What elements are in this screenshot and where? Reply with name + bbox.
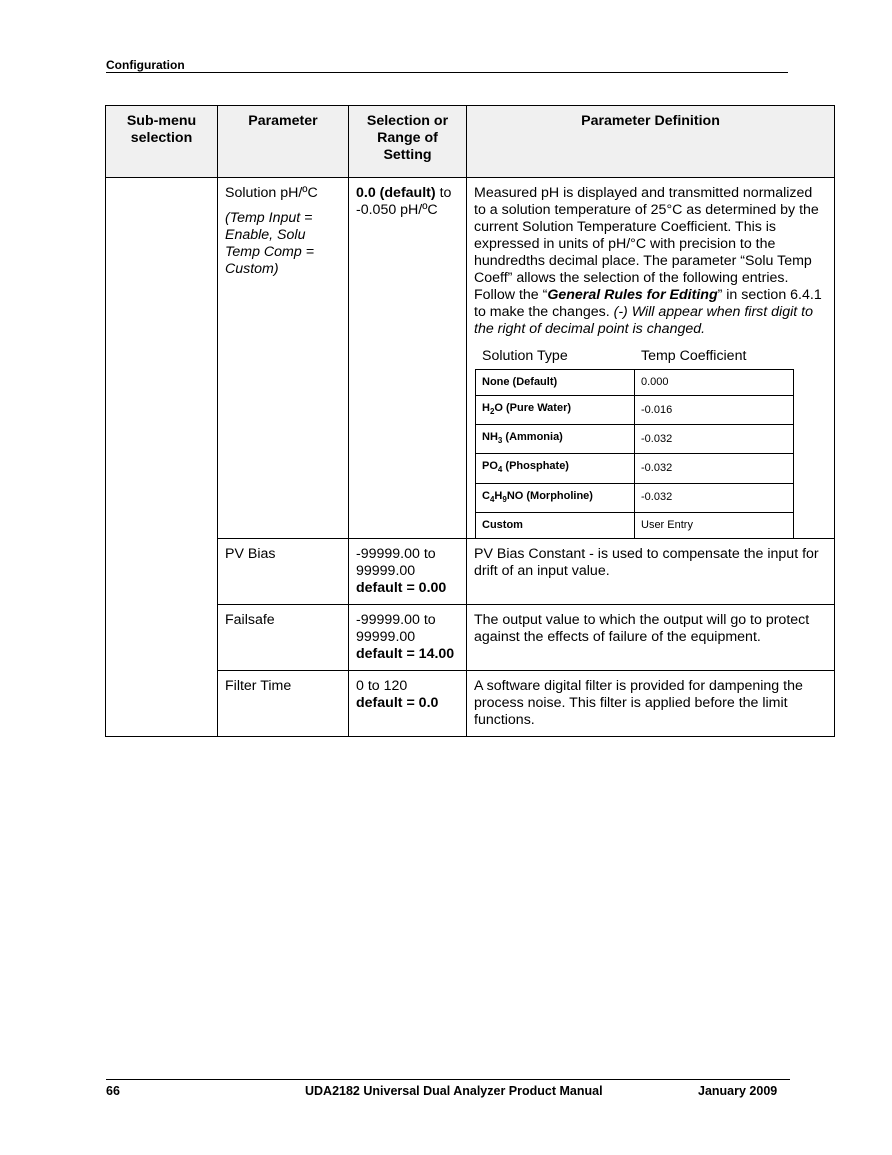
manual-title: UDA2182 Universal Dual Analyzer Product Manual [305, 1084, 603, 1098]
table-row [476, 425, 794, 454]
footer-rule [106, 1079, 790, 1080]
col-header-range: Selection or Range of Setting [349, 106, 467, 178]
definition-emphasis: General Rules for Editing [547, 287, 718, 303]
temp-coefficient: User Entry [635, 512, 794, 538]
range-default: 0.0 (default) [356, 185, 436, 201]
temp-coefficient: 0.000 [635, 370, 794, 396]
subtable-header [482, 348, 827, 365]
subtable-col-type: Solution Type [482, 348, 568, 364]
definition-note: (-) Will appear when first digit to the right of decimal point is changed. [474, 304, 813, 337]
col-header-parameter: Parameter [218, 106, 349, 178]
parameter-table [105, 105, 835, 737]
solution-type: $H_2O$ (Pure Water) [476, 396, 635, 425]
definition-part: ” in section 6.4.1 to make the changes. [474, 287, 822, 320]
table-row [106, 178, 835, 539]
section-title: Configuration [106, 58, 185, 72]
table-row [476, 512, 794, 538]
range-text [356, 185, 459, 219]
parameter-name: Solution pH/ºC [225, 185, 318, 201]
definition-part: Measured pH is displayed and transmitted normalized to a solution temperature of 25°C as determined by the current Solution Temperature Coefficient. This is expressed in units of pH/°C with precision to the hundredths decimal place. The parameter “Solu Temp Coeff” allows the selection of the following entries. Follow the “ [474, 185, 819, 303]
temp-coefficient: -0.032 [635, 425, 794, 454]
table-row [476, 483, 794, 512]
range-cell [349, 604, 467, 670]
temp-coefficient: -0.032 [635, 483, 794, 512]
temp-coefficient: -0.032 [635, 454, 794, 483]
range-default: default = 0.00 [356, 579, 447, 596]
solution-type: $PO_4$ (Phosphate) [476, 454, 635, 483]
page-number: 66 [106, 1084, 120, 1098]
parameter-note: (Temp Input = Enable, Solu Temp Comp = Custom) [225, 210, 314, 277]
table-row [476, 454, 794, 483]
temp-coefficient: -0.016 [635, 396, 794, 425]
subtable-col-coef: Temp Coefficient [641, 348, 747, 364]
solution-type-table [475, 369, 794, 539]
definition-cell: A software digital filter is provided for dampening the process noise. This filter is applied before the limit functions. [467, 670, 835, 736]
solution-type: None (Default) [476, 370, 635, 396]
col-header-submenu: Sub-menu selection [106, 106, 218, 178]
parameter-cell: Filter Time [218, 670, 349, 736]
range-default: default = 14.00 [356, 645, 455, 662]
parameter-cell [218, 178, 349, 539]
solution-type: Custom [476, 512, 635, 538]
publication-date: January 2009 [698, 1084, 778, 1098]
table-row [476, 396, 794, 425]
table-header-row [106, 106, 835, 178]
definition-cell: PV Bias Constant - is used to compensate the input for drift of an input value. [467, 538, 835, 604]
range-cell [349, 670, 467, 736]
range-cell [349, 538, 467, 604]
range-text: -99999.00 to 99999.00 [356, 545, 436, 579]
range-default: default = 0.0 [356, 694, 439, 711]
range-value: to -0.050 pH/ºC [356, 185, 452, 218]
page-header [106, 58, 788, 73]
range-text: 0 to 120 [356, 677, 408, 694]
col-header-definition: Parameter Definition [467, 106, 835, 178]
solution-type: $NH_3$ (Ammonia) [476, 425, 635, 454]
submenu-cell [106, 178, 218, 737]
definition-cell: The output value to which the output will go to protect against the effects of failure of the equipment. [467, 604, 835, 670]
range-cell [349, 178, 467, 539]
table-row [476, 370, 794, 396]
parameter-cell: PV Bias [218, 538, 349, 604]
range-text: -99999.00 to 99999.00 [356, 611, 436, 645]
definition-text [474, 185, 827, 338]
definition-cell [467, 178, 835, 539]
parameter-cell: Failsafe [218, 604, 349, 670]
solution-type: $C_4H_9NO$ (Morpholine) [476, 483, 635, 512]
